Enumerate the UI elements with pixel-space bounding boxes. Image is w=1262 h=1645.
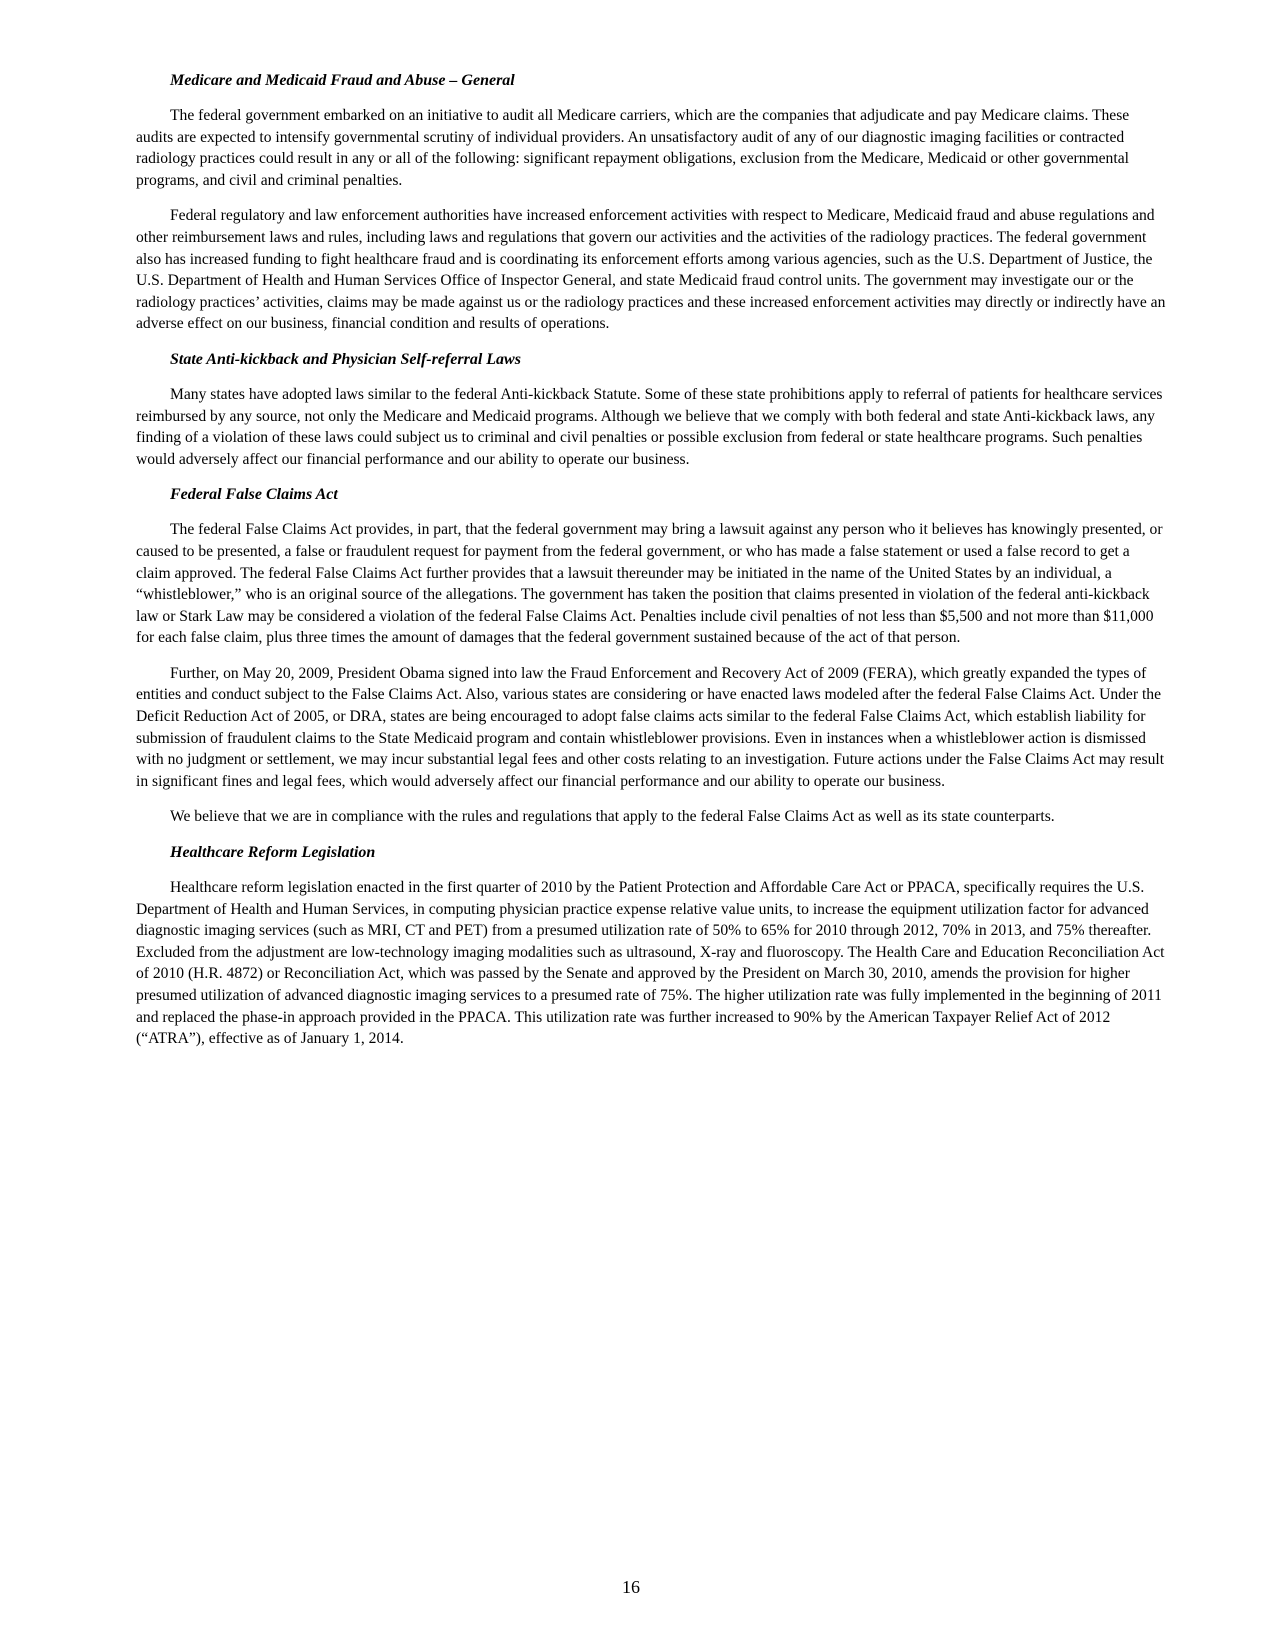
section-heading-healthcare-reform: Healthcare Reform Legislation xyxy=(170,844,376,862)
page-number: 16 xyxy=(622,1577,640,1597)
paragraph: Further, on May 20, 2009, President Obama signed into law the Fraud Enforcement and Recovery Act of 2009 (FERA), which greatly expanded the types of entities and conduct subject to the False Claims Act. Also, various states are considering or have enacted laws modeled after the federal False Claims Act. Under the Deficit Reduction Act of 2005, or DRA, states are being encouraged to adopt false claims acts similar to the federal False Claims Act, which establish liability for submission of fraudulent claims to the State Medicaid program and contain whistleblower provisions. Even in instances when a whistleblower action is dismissed with no judgment or settlement, we may incur substantial legal fees and other costs relating to an investigation. Future actions under the False Claims Act may result in significant fines and legal fees, which would adversely affect our financial performance and our ability to operate our business. xyxy=(136,664,1165,790)
paragraph: Many states have adopted laws similar to the federal Anti-kickback Statute. Some of these state prohibitions apply to referral of patients for healthcare services reimbursed by any source, not only the Medicare and Medicaid programs. Although we believe that we comply with both federal and state Anti-kickback laws, any finding of a violation of these laws could subject us to criminal and civil penalties or possible exclusion from federal or state healthcare programs. Such penalties would adversely affect our financial performance and our ability to operate our business. xyxy=(136,385,1163,468)
paragraph: The federal government embarked on an initiative to audit all Medicare carriers, which are the companies that adjudicate and pay Medicare claims. These audits are expected to intensify governmental scrutiny of individual providers. An unsatisfactory audit of any of our diagnostic imaging facilities or contracted radiology practices could result in any or all of the following: significant repayment obligations, exclusion from the Medicare, Medicaid or other governmental programs, and civil and criminal penalties. xyxy=(136,107,1130,189)
paragraph: The federal False Claims Act provides, in part, that the federal government may bring a lawsuit against any person who it believes has knowingly presented, or caused to be presented, a false or fraudulent request for payment from the federal government, or who has made a false statement or used a false record to get a claim approved. The federal False Claims Act further provides that a lawsuit thereunder may be initiated in the name of the United States by an individual, a “whistleblower,” who is an original source of the allegations. The government has taken the position that claims presented in violation of the federal anti-kickback law or Stark Law may be considered a violation of the federal False Claims Act. Penalties include civil penalties of not less than $5,500 and not more than $11,000 for each false claim, plus three times the amount of damages that the federal government sustained because of the act of that person. xyxy=(136,521,1163,647)
document-page xyxy=(136,70,1168,1064)
section-heading-anti-kickback: State Anti-kickback and Physician Self-referral Laws xyxy=(170,350,521,368)
section-heading-false-claims: Federal False Claims Act xyxy=(170,486,338,504)
paragraph: We believe that we are in compliance with the rules and regulations that apply to the federal False Claims Act as well as its state counterparts. xyxy=(170,808,1055,826)
paragraph: Healthcare reform legislation enacted in the first quarter of 2010 by the Patient Protection and Affordable Care Act or PPACA, specifically requires the U.S. Department of Health and Human Services, in computing physician practice expense relative value units, to increase the equipment utilization factor for advanced diagnostic imaging services (such as MRI, CT and PET) from a presumed utilization rate of 50% to 65% for 2010 through 2012, 70% in 2013, and 75% thereafter. Excluded from the adjustment are low-technology imaging modalities such as ultrasound, X-ray and fluoroscopy. The Health Care and Education Reconciliation Act of 2010 (H.R. 4872) or Reconciliation Act, which was passed by the Senate and approved by the President on March 30, 2010, amends the provision for higher presumed utilization of advanced diagnostic imaging services to a presumed rate of 75%. The higher utilization rate was fully implemented in the beginning of 2011 and replaced the phase-in approach provided in the PPACA. This utilization rate was further increased to 90% by the American Taxpayer Relief Act of 2012 (“ATRA”), effective as of January 1, 2014. xyxy=(136,879,1165,1048)
paragraph: Federal regulatory and law enforcement authorities have increased enforcement activities with respect to Medicare, Medicaid fraud and abuse regulations and other reimbursement laws and rules, including laws and regulations that govern our activities and the activities of the radiology practices. The federal government also has increased funding to fight healthcare fraud and is coordinating its enforcement efforts among various agencies, such as the U.S. Department of Justice, the U.S. Department of Health and Human Services Office of Inspector General, and state Medicaid fraud control units. The government may investigate our or the radiology practices’ activities, claims may be made against us or the radiology practices and these increased enforcement activities may directly or indirectly have an adverse effect on our business, financial condition and results of operations. xyxy=(136,207,1166,333)
section-heading-fraud-abuse: Medicare and Medicaid Fraud and Abuse – General xyxy=(170,72,515,89)
